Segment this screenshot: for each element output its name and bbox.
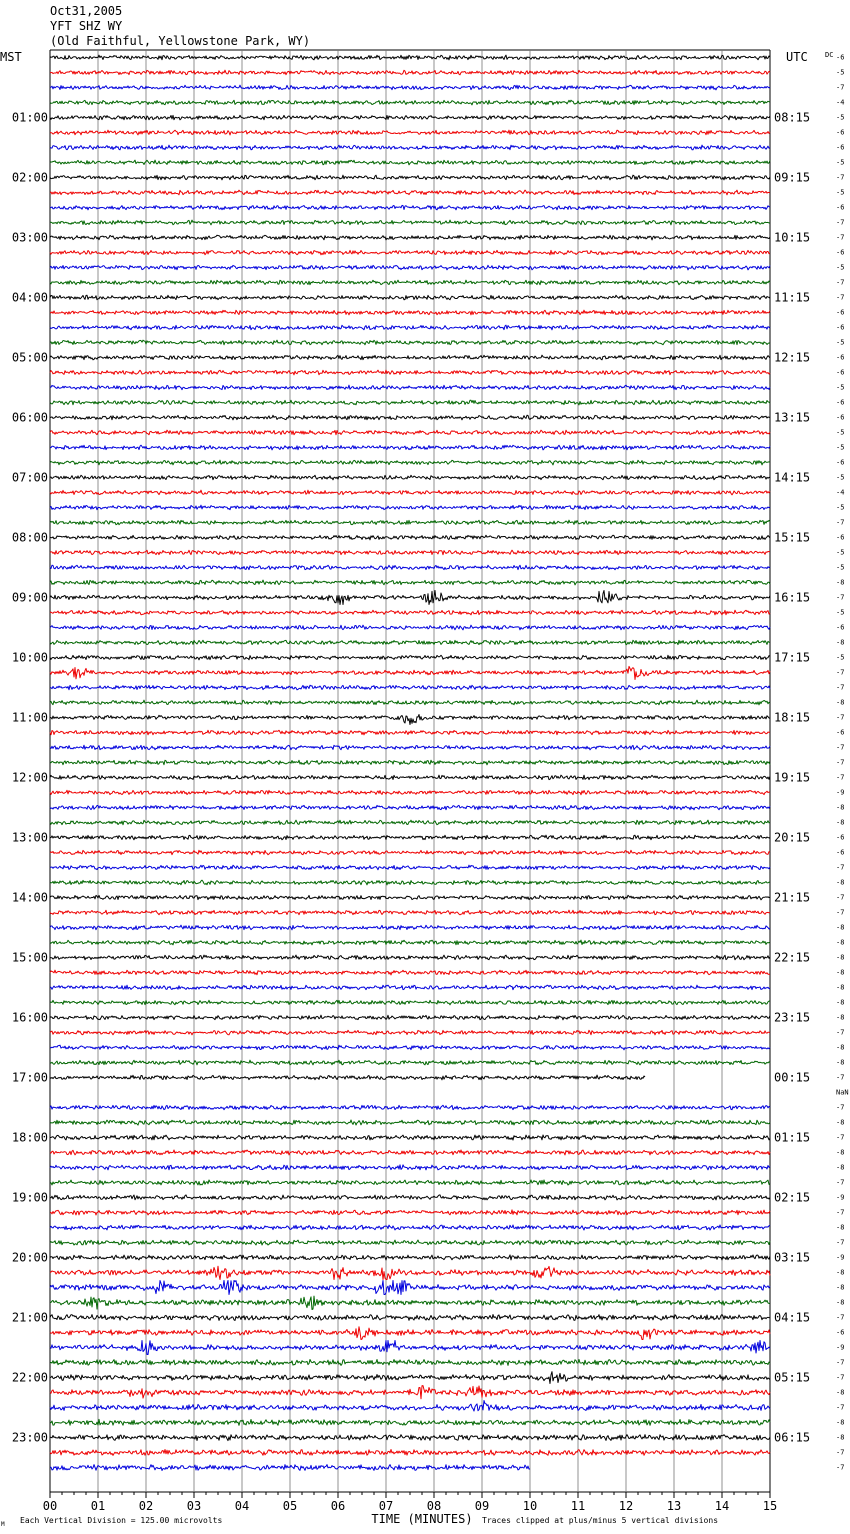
mst-hour-label: 07:00 <box>11 470 48 485</box>
utc-hour-label: 02:15 <box>774 1190 811 1205</box>
utc-hour-label: 16:15 <box>774 590 811 605</box>
row-offset-label: -7 <box>836 278 845 287</box>
seismogram-trace <box>50 475 770 480</box>
seismogram-trace <box>50 1255 770 1260</box>
mst-hour-label: 17:00 <box>11 1070 48 1085</box>
row-offset-label: -6 <box>836 728 845 737</box>
seismogram-trace <box>50 400 770 405</box>
seismogram-trace <box>50 1195 770 1200</box>
row-offset-label: -8 <box>836 698 845 707</box>
seismogram-trace <box>50 565 770 570</box>
seismogram-trace <box>50 1419 770 1425</box>
row-offset-label: -7 <box>836 233 845 242</box>
row-offset-label: -7 <box>836 173 845 182</box>
row-offset-label: -5 <box>836 563 845 572</box>
x-tick-label: 09 <box>474 1499 490 1513</box>
mst-hour-label: 08:00 <box>11 530 48 545</box>
mst-hour-label: 13:00 <box>11 830 48 845</box>
seismogram-trace <box>50 760 770 765</box>
row-offset-label: -7 <box>836 1133 845 1142</box>
utc-hour-label: 04:15 <box>774 1310 811 1325</box>
row-offset-label: -6 <box>836 143 845 152</box>
row-offset-label: -5 <box>836 338 845 347</box>
seismogram-trace <box>50 1165 770 1170</box>
row-offset-label: NaN <box>836 1088 849 1097</box>
seismogram-trace <box>50 490 770 495</box>
row-offset-label: -7 <box>836 1073 845 1082</box>
seismogram-trace <box>50 445 770 450</box>
row-offset-label: -7 <box>836 713 845 722</box>
row-offset-label: -6 <box>836 398 845 407</box>
mst-hour-label: 20:00 <box>11 1250 48 1265</box>
seismogram-trace <box>50 580 770 585</box>
row-offset-label: -6 <box>836 413 845 422</box>
seismogram-trace <box>50 790 770 795</box>
row-offset-label: -6 <box>836 458 845 467</box>
seismogram-trace <box>50 145 770 150</box>
utc-hour-label: 00:15 <box>774 1070 811 1085</box>
row-offset-label: -5 <box>836 548 845 557</box>
row-offset-label: -5 <box>836 158 845 167</box>
row-offset-label: -7 <box>836 1448 845 1457</box>
seismogram-trace <box>50 1210 770 1215</box>
x-tick-label: 11 <box>570 1499 586 1513</box>
seismogram-trace <box>50 370 770 375</box>
row-offset-label: -6 <box>836 1328 845 1337</box>
station-title: YFT SHZ WY <box>50 19 123 33</box>
x-axis-title: TIME (MINUTES) <box>371 1512 473 1526</box>
row-offset-label: -5 <box>836 653 845 662</box>
mst-hour-label: 05:00 <box>11 350 48 365</box>
x-tick-label: 01 <box>90 1499 106 1513</box>
row-offset-label: -7 <box>836 683 845 692</box>
row-offset-label: -7 <box>836 1208 845 1217</box>
seismogram-trace <box>50 325 770 330</box>
utc-hour-label: 10:15 <box>774 230 811 245</box>
row-offset-label: -6 <box>836 248 845 257</box>
x-tick-label: 08 <box>426 1499 442 1513</box>
row-offset-label: -8 <box>836 1388 845 1397</box>
utc-hour-label: 09:15 <box>774 170 811 185</box>
utc-label: UTC <box>786 50 808 64</box>
seismogram-trace <box>50 700 770 705</box>
seismogram-trace <box>50 160 770 165</box>
seismogram-trace <box>50 820 770 825</box>
row-offset-label: -5 <box>836 473 845 482</box>
row-offset-label: -8 <box>836 1118 845 1127</box>
row-offset-label: -8 <box>836 578 845 587</box>
row-offset-label: -5 <box>836 428 845 437</box>
seismogram-trace <box>50 1075 645 1080</box>
mst-hour-label: 15:00 <box>11 950 48 965</box>
utc-hour-label: 20:15 <box>774 830 811 845</box>
row-offset-label: -7 <box>836 1103 845 1112</box>
seismogram-trace <box>50 655 770 660</box>
row-offset-label: -7 <box>836 218 845 227</box>
row-offset-label: -8 <box>836 1418 845 1427</box>
seismogram-trace <box>50 1105 770 1109</box>
row-offset-label: -7 <box>836 593 845 602</box>
row-offset-label: -6 <box>836 353 845 362</box>
seismogram-trace <box>50 1360 770 1366</box>
mst-hour-label: 16:00 <box>11 1010 48 1025</box>
row-offset-label: -6 <box>836 368 845 377</box>
mst-hour-label: 21:00 <box>11 1310 48 1325</box>
seismogram-trace <box>50 70 770 75</box>
seismogram-trace <box>50 880 770 885</box>
row-offset-label: -8 <box>836 638 845 647</box>
row-offset-label: -5 <box>836 608 845 617</box>
utc-hour-label: 22:15 <box>774 950 811 965</box>
seismogram-trace <box>50 1240 770 1245</box>
seismogram-trace <box>50 1327 770 1340</box>
utc-hour-label: 01:15 <box>774 1130 811 1145</box>
mst-hour-label: 01:00 <box>11 110 48 125</box>
row-offset-label: -8 <box>836 938 845 947</box>
row-offset-label: -6 <box>836 53 845 62</box>
seismogram-trace <box>50 865 770 870</box>
row-offset-label: -8 <box>836 1223 845 1232</box>
mst-hour-label: 02:00 <box>11 170 48 185</box>
seismogram-trace <box>50 265 770 270</box>
row-offset-label: -6 <box>836 308 845 317</box>
row-offset-label: -8 <box>836 923 845 932</box>
seismogram-trace <box>50 1060 770 1065</box>
row-offset-label: -7 <box>836 1358 845 1367</box>
x-tick-label: 05 <box>282 1499 298 1513</box>
row-offset-label: -8 <box>836 1163 845 1172</box>
seismogram-trace <box>50 415 770 420</box>
row-offset-label: -5 <box>836 68 845 77</box>
seismogram-trace <box>50 205 770 210</box>
utc-hour-label: 14:15 <box>774 470 811 485</box>
seismogram-trace <box>50 250 770 255</box>
row-offset-label: -6 <box>836 833 845 842</box>
label-group <box>0 50 849 1528</box>
row-offset-label: -7 <box>836 893 845 902</box>
row-offset-label: -7 <box>836 908 845 917</box>
seismogram-trace <box>50 520 770 525</box>
utc-hour-label: 05:15 <box>774 1370 811 1385</box>
x-tick-label: 12 <box>618 1499 634 1513</box>
row-offset-label: -7 <box>836 518 845 527</box>
mst-label: MST <box>0 50 22 64</box>
seismogram-trace <box>50 666 770 679</box>
utc-hour-label: 19:15 <box>774 770 811 785</box>
row-offset-label: -7 <box>836 83 845 92</box>
row-offset-label: -7 <box>836 743 845 752</box>
seismogram-trace <box>50 730 770 735</box>
seismogram-trace <box>50 1000 770 1005</box>
seismogram-trace <box>50 1372 770 1384</box>
row-offset-label: -8 <box>836 1058 845 1067</box>
row-offset-label: -9 <box>836 1343 845 1352</box>
x-tick-label: 06 <box>330 1499 346 1513</box>
dc-label: DC <box>825 51 834 59</box>
seismogram-trace <box>50 130 770 135</box>
mst-hour-label: 22:00 <box>11 1370 48 1385</box>
seismogram-trace <box>50 460 770 465</box>
row-offset-label: -6 <box>836 323 845 332</box>
row-offset-label: -8 <box>836 998 845 1007</box>
seismogram-trace <box>50 340 770 345</box>
row-offset-label: -7 <box>836 1028 845 1037</box>
row-offset-label: -5 <box>836 188 845 197</box>
mst-hour-label: 03:00 <box>11 230 48 245</box>
trace-group <box>50 55 770 1470</box>
seismogram-trace <box>50 310 770 315</box>
seismogram-trace <box>50 835 770 840</box>
row-offset-label: -8 <box>836 1268 845 1277</box>
row-offset-label: -6 <box>836 533 845 542</box>
row-offset-label: -4 <box>836 488 845 497</box>
row-offset-label: -9 <box>836 1193 845 1202</box>
x-tick-label: 02 <box>138 1499 154 1513</box>
seismogram-trace <box>50 1315 770 1321</box>
mst-hour-label: 18:00 <box>11 1130 48 1145</box>
row-offset-label: -5 <box>836 503 845 512</box>
seismogram-trace <box>50 850 770 855</box>
seismogram-trace <box>50 940 770 945</box>
row-offset-label: -8 <box>836 1043 845 1052</box>
seismogram-trace <box>50 220 770 225</box>
x-tick-label: 07 <box>378 1499 394 1513</box>
seismogram-trace <box>50 745 770 750</box>
mst-hour-label: 06:00 <box>11 410 48 425</box>
utc-hour-label: 18:15 <box>774 710 811 725</box>
seismogram-trace <box>50 1030 770 1035</box>
seismogram-trace <box>50 385 770 390</box>
mst-hour-label: 10:00 <box>11 650 48 665</box>
seismogram-trace <box>50 175 770 180</box>
seismogram-trace <box>50 1045 770 1050</box>
location-title: (Old Faithful, Yellowstone Park, WY) <box>50 34 311 48</box>
utc-hour-label: 12:15 <box>774 350 811 365</box>
seismogram-trace <box>50 100 770 105</box>
row-offset-label: -6 <box>836 128 845 137</box>
seismogram-trace <box>50 1120 770 1125</box>
row-offset-label: -7 <box>836 1178 845 1187</box>
mst-hour-label: 11:00 <box>11 710 48 725</box>
seismogram-trace <box>50 1341 770 1355</box>
row-offset-label: -7 <box>836 1463 845 1472</box>
row-offset-label: -7 <box>836 293 845 302</box>
seismogram-trace <box>50 775 770 779</box>
mst-hour-label: 12:00 <box>11 770 48 785</box>
row-offset-label: -8 <box>836 1298 845 1307</box>
row-offset-label: -8 <box>836 1283 845 1292</box>
row-offset-label: -6 <box>836 848 845 857</box>
row-offset-label: -7 <box>836 863 845 872</box>
seismogram-trace <box>50 295 770 300</box>
seismogram-trace <box>50 1150 770 1155</box>
x-tick-label: 15 <box>762 1499 778 1513</box>
utc-hour-label: 06:15 <box>774 1430 811 1445</box>
seismogram-trace <box>50 970 770 975</box>
x-tick-label: 04 <box>234 1499 250 1513</box>
seismogram-trace <box>50 355 770 360</box>
row-offset-label: -7 <box>836 758 845 767</box>
seismogram-trace <box>50 610 770 615</box>
row-offset-label: -5 <box>836 383 845 392</box>
seismogram-trace <box>50 430 770 435</box>
seismogram-trace <box>50 1266 770 1279</box>
row-offset-label: -8 <box>836 1148 845 1157</box>
row-offset-label: -4 <box>836 98 845 107</box>
mst-hour-label: 14:00 <box>11 890 48 905</box>
row-offset-label: -9 <box>836 1253 845 1262</box>
utc-hour-label: 08:15 <box>774 110 811 125</box>
row-offset-label: -8 <box>836 983 845 992</box>
seismogram-trace <box>50 685 770 690</box>
mst-hour-label: 04:00 <box>11 290 48 305</box>
seismogram-trace <box>50 535 770 540</box>
seismogram-trace <box>50 1281 770 1295</box>
corner-mark: M <box>1 1521 5 1528</box>
x-tick-label: 13 <box>666 1499 682 1513</box>
row-offset-label: -8 <box>836 1013 845 1022</box>
x-tick-label: 10 <box>522 1499 538 1513</box>
date-title: Oct31,2005 <box>50 4 123 18</box>
seismogram-trace <box>50 190 770 195</box>
seismogram-trace <box>50 1386 770 1399</box>
seismogram-trace <box>50 895 770 900</box>
seismogram-trace <box>50 115 770 120</box>
seismogram-trace <box>50 55 770 60</box>
utc-hour-label: 23:15 <box>774 1010 811 1025</box>
utc-hour-label: 03:15 <box>774 1250 811 1265</box>
row-offset-label: -8 <box>836 803 845 812</box>
seismogram-trace <box>50 280 770 285</box>
row-offset-label: -8 <box>836 953 845 962</box>
seismogram-trace <box>50 640 770 645</box>
utc-hour-label: 17:15 <box>774 650 811 665</box>
seismogram-trace <box>50 1015 770 1020</box>
row-offset-label: -8 <box>836 1433 845 1442</box>
seismogram-trace <box>50 85 770 90</box>
row-offset-label: -8 <box>836 878 845 887</box>
utc-hour-label: 13:15 <box>774 410 811 425</box>
utc-hour-label: 11:15 <box>774 290 811 305</box>
mst-hour-label: 23:00 <box>11 1430 48 1445</box>
seismogram-trace <box>50 1135 770 1140</box>
seismogram-trace <box>50 910 770 915</box>
row-offset-label: -6 <box>836 623 845 632</box>
row-offset-label: -5 <box>836 263 845 272</box>
seismogram-trace <box>50 715 770 725</box>
row-offset-label: -8 <box>836 968 845 977</box>
utc-hour-label: 21:15 <box>774 890 811 905</box>
seismogram-trace <box>50 550 770 555</box>
row-offset-label: -5 <box>836 113 845 122</box>
mst-hour-label: 19:00 <box>11 1190 48 1205</box>
seismogram-trace <box>50 505 770 510</box>
seismogram-trace <box>50 625 770 630</box>
row-offset-label: -7 <box>836 1313 845 1322</box>
seismogram-trace <box>50 235 770 240</box>
x-tick-label: 03 <box>186 1499 202 1513</box>
row-offset-label: -7 <box>836 1403 845 1412</box>
row-offset-label: -7 <box>836 1373 845 1382</box>
mst-hour-label: 09:00 <box>11 590 48 605</box>
seismogram-trace <box>50 1225 770 1230</box>
seismogram-trace <box>50 1296 770 1309</box>
seismogram-trace <box>50 805 770 810</box>
seismogram-trace <box>50 925 770 930</box>
seismogram-trace <box>50 1180 770 1185</box>
x-tick-label: 14 <box>714 1499 730 1513</box>
seismogram-trace <box>50 591 770 605</box>
row-offset-label: -9 <box>836 788 845 797</box>
seismogram-trace <box>50 1450 770 1456</box>
seismogram-trace <box>50 1401 770 1412</box>
row-offset-label: -5 <box>836 443 845 452</box>
row-offset-label: -8 <box>836 818 845 827</box>
scale-note: Each Vertical Division = 125.00 microvolts <box>20 1516 223 1525</box>
seismogram-trace <box>50 955 770 960</box>
row-offset-label: -7 <box>836 668 845 677</box>
clip-note: Traces clipped at plus/minus 5 vertical divisions <box>482 1516 719 1525</box>
seismogram-trace <box>50 1435 770 1441</box>
row-offset-label: -7 <box>836 1238 845 1247</box>
seismogram-trace <box>50 985 770 990</box>
row-offset-label: -7 <box>836 773 845 782</box>
utc-hour-label: 15:15 <box>774 530 811 545</box>
row-offset-label: -6 <box>836 203 845 212</box>
x-tick-label: 00 <box>42 1499 58 1513</box>
